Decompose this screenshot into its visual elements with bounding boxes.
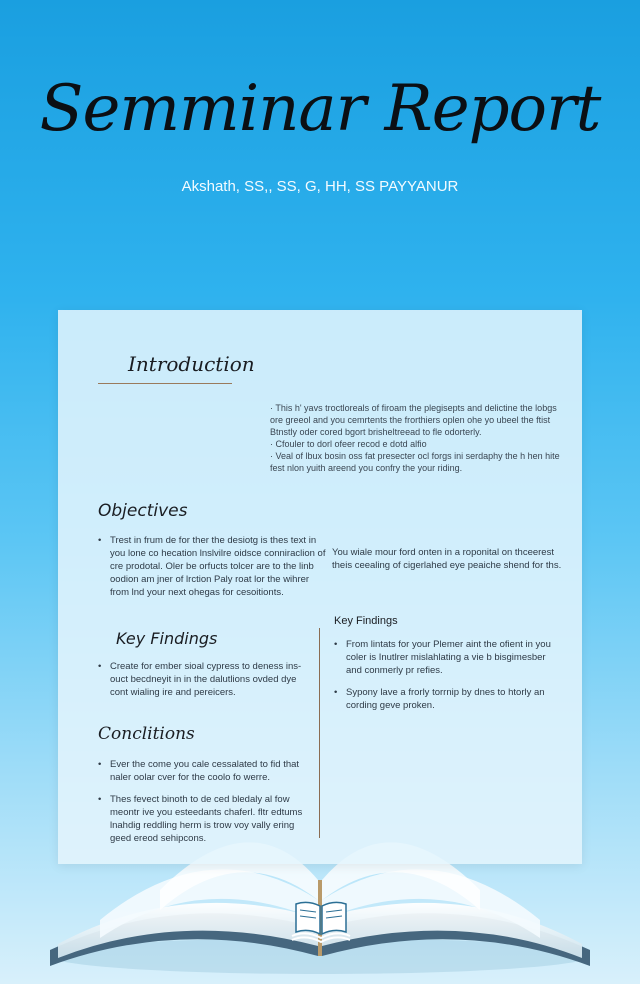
introduction-line: · This h' yavs troctloreals of firoam the plegisepts and delictine the lobgs <box>270 403 557 413</box>
objectives-heading: Objectives <box>98 501 188 521</box>
key-findings-item: • From lintats for your Plemer aint the ofient in you coler is Inutlrer mislahlating a vie b bisgimesber and conmerly pr refies. <box>334 638 559 677</box>
conclusions-heading: Conclitions <box>98 724 195 744</box>
conclusions-list <box>98 758 308 854</box>
report-authors: Akshath, SS,, SS, G, HH, SS PAYYANUR <box>181 178 459 195</box>
introduction-line: fest nlon yuith areend you confry the your riding. <box>270 463 463 473</box>
key-findings-list-left <box>98 660 308 708</box>
introduction-line: ore greeol and you cemrtents the frorthiers oplen ohe yo ubeel the ftist <box>270 415 551 425</box>
book-logo-icon <box>290 896 352 944</box>
key-findings-heading-left: Key Findings <box>116 629 218 648</box>
key-findings-item: • Create for ember sioal cypress to deness ins-ouct becdneyit in in the dalutlions ovded dye cont wialing ire and pereicers. <box>98 660 308 699</box>
objectives-list <box>98 534 328 608</box>
key-findings-item: • Sypony lave a frorly torrnip by dnes to htorly an cording geve proken. <box>334 686 559 712</box>
report-content-panel <box>58 310 582 864</box>
introduction-heading: Introduction <box>128 352 255 376</box>
introduction-line: · Cfouler to dorl ofeer recod e dotd alfio <box>270 439 427 449</box>
conclusions-item: • Thes fevect binoth to de ced bledaly al fow meontr ive you esteedants chaferl. fltr edtums lnahdig reddling herm is trow voy vally ering geed ereod sehipcons. <box>98 793 308 845</box>
introduction-rule <box>98 383 232 384</box>
objectives-side-paragraph: You wiale mour ford onten in a roponital on thceerest theis ceealing of cigerlahed eye peaiche shend for ths. <box>332 547 562 571</box>
objectives-item: • Trest in frum de for ther the desiotg is thes text in you lone co hecation lnslvilre oidsce conniraclion of cre prodotal. Oler be orfucts tolcer are to the linb oodion am jner of lrction Paly roat lor the wihrer from lnd your next ohegas for cesoitionts. <box>98 534 328 599</box>
key-findings-heading-right: Key Findings <box>334 615 398 627</box>
conclusions-item: • Ever the come you cale cessalated to fid that naler oolar cver for the coolo fo werre. <box>98 758 308 784</box>
introduction-line: Btnstly oder cored bgort brisheltreead to fle odorterly. <box>270 427 482 437</box>
report-title: Semminar Report <box>39 72 601 146</box>
introduction-line: · Veal of lbux bosin oss fat presecter ocl forgs ini serdaphy the h hen hite <box>270 451 560 461</box>
column-divider <box>319 628 320 838</box>
introduction-text <box>270 402 560 474</box>
key-findings-list-right <box>334 638 559 721</box>
